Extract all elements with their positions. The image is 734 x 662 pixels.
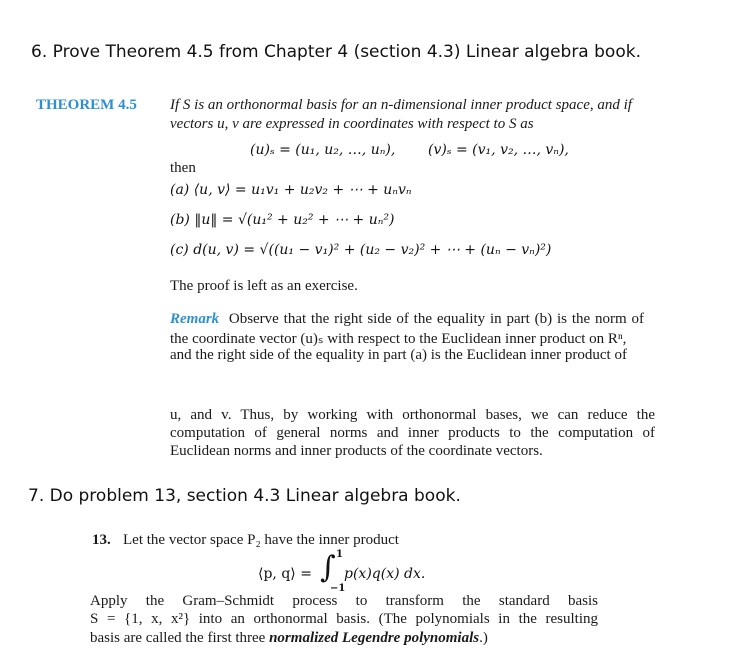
question-7-heading: 7. Do problem 13, section 4.3 Linear algebra book. <box>28 486 461 506</box>
problem-number: 13. <box>92 532 111 548</box>
problem-line-2: S = {1, x, x²} into an orthonormal basis. (The polynomials in the resulting <box>90 611 598 627</box>
remark-line-1 <box>170 311 644 328</box>
integrand: p(x)q(x) dx. <box>344 566 426 582</box>
theorem-part-c: (c) d(u, v) = √((u₁ − v₁)² + (u₂ − v₂)² + ⋯ + (uₙ − vₙ)²) <box>170 242 552 258</box>
remark-line-6: Euclidean norms and inner products of the coordinate vectors. <box>170 443 543 459</box>
theorem-label: THEOREM 4.5 <box>36 97 137 113</box>
remark-line-2: the coordinate vector (u)ₛ with respect to the Euclidean inner product on Rⁿ, <box>170 331 627 347</box>
theorem-then: then <box>170 160 196 176</box>
remark-line-1-text: Observe that the right side of the equality in part (b) is the norm of <box>228 311 644 327</box>
integral-sign: ∫ <box>320 550 336 585</box>
integral-upper-limit: 1 <box>336 549 343 560</box>
coords-v: (v)ₛ = (v₁, v₂, …, vₙ), <box>428 142 569 158</box>
theorem-statement-line-1: If S is an orthonormal basis for an n-dimensional inner product space, and if <box>170 97 632 113</box>
problem-intro: Let the vector space P₂ have the inner product <box>123 532 399 548</box>
problem-line-1: Apply the Gram–Schmidt process to transform the standard basis <box>90 593 598 609</box>
problem-line-3-end: .) <box>479 630 488 646</box>
question-6-heading: 6. Prove Theorem 4.5 from Chapter 4 (section 4.3) Linear algebra book. <box>31 42 641 62</box>
theorem-statement-line-2: vectors u, v are expressed in coordinates with respect to S as <box>170 116 534 132</box>
remark-line-4: u, and v. Thus, by working with orthonormal bases, we can reduce the <box>170 407 655 423</box>
problem-line-3-start: basis are called the first three <box>90 630 270 646</box>
coords-u: (u)ₛ = (u₁, u₂, …, uₙ), <box>250 142 396 158</box>
inner-product-lhs: ⟨p, q⟩ = <box>258 566 312 582</box>
theorem-part-b: (b) ‖u‖ = √(u₁² + u₂² + ⋯ + uₙ²) <box>170 212 395 228</box>
remark-line-5: computation of general norms and inner products to the computation of <box>170 425 655 441</box>
remark-label: Remark <box>170 311 220 327</box>
proof-note: The proof is left as an exercise. <box>170 278 358 294</box>
integral-lower-limit: −1 <box>330 583 346 594</box>
theorem-part-a: (a) ⟨u, v⟩ = u₁v₁ + u₂v₂ + ⋯ + uₙvₙ <box>170 182 412 198</box>
problem-line-3 <box>90 630 488 647</box>
legendre-emphasis: normalized Legendre polynomials <box>269 630 480 646</box>
remark-line-3: and the right side of the equality in part (a) is the Euclidean inner product of <box>170 347 627 363</box>
